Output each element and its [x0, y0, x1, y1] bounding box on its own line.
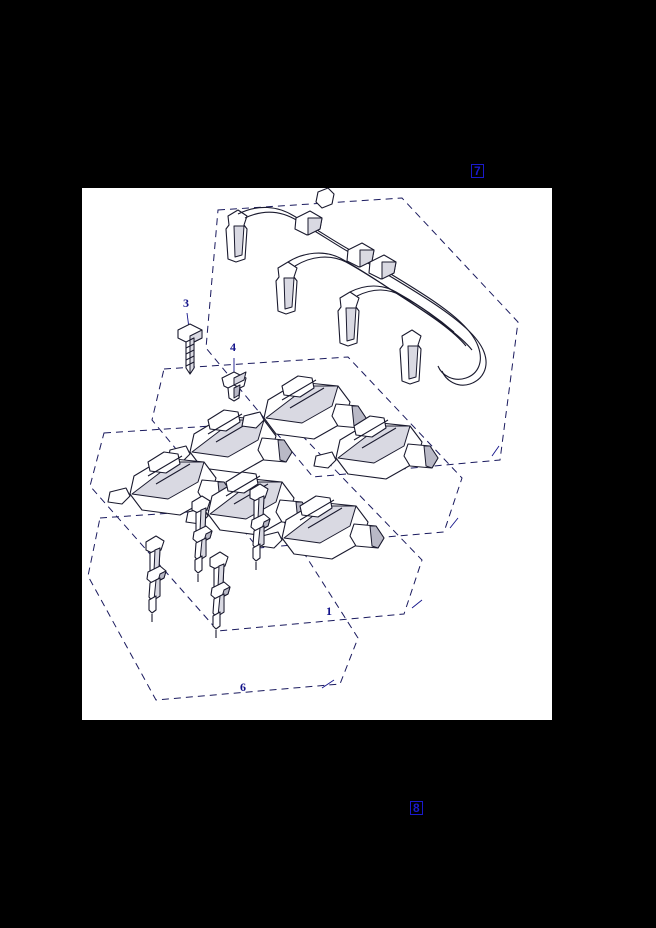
label-3: 3	[183, 296, 189, 310]
label-6: 6	[240, 680, 246, 694]
leader-1	[412, 600, 422, 608]
top-page-marker: 7	[471, 164, 484, 178]
bracket-clip	[316, 188, 334, 208]
leader-5	[492, 446, 499, 456]
coil-group-upper	[168, 376, 438, 479]
label-4: 4	[230, 340, 236, 354]
leader-2	[450, 518, 458, 528]
leader-6	[322, 680, 334, 688]
nut	[222, 372, 246, 401]
bolt	[178, 324, 202, 374]
label-1: 1	[326, 604, 332, 618]
ignition-lead-set	[226, 207, 486, 385]
illustration-plate	[82, 188, 552, 720]
bottom-page-marker: 8	[410, 801, 423, 815]
